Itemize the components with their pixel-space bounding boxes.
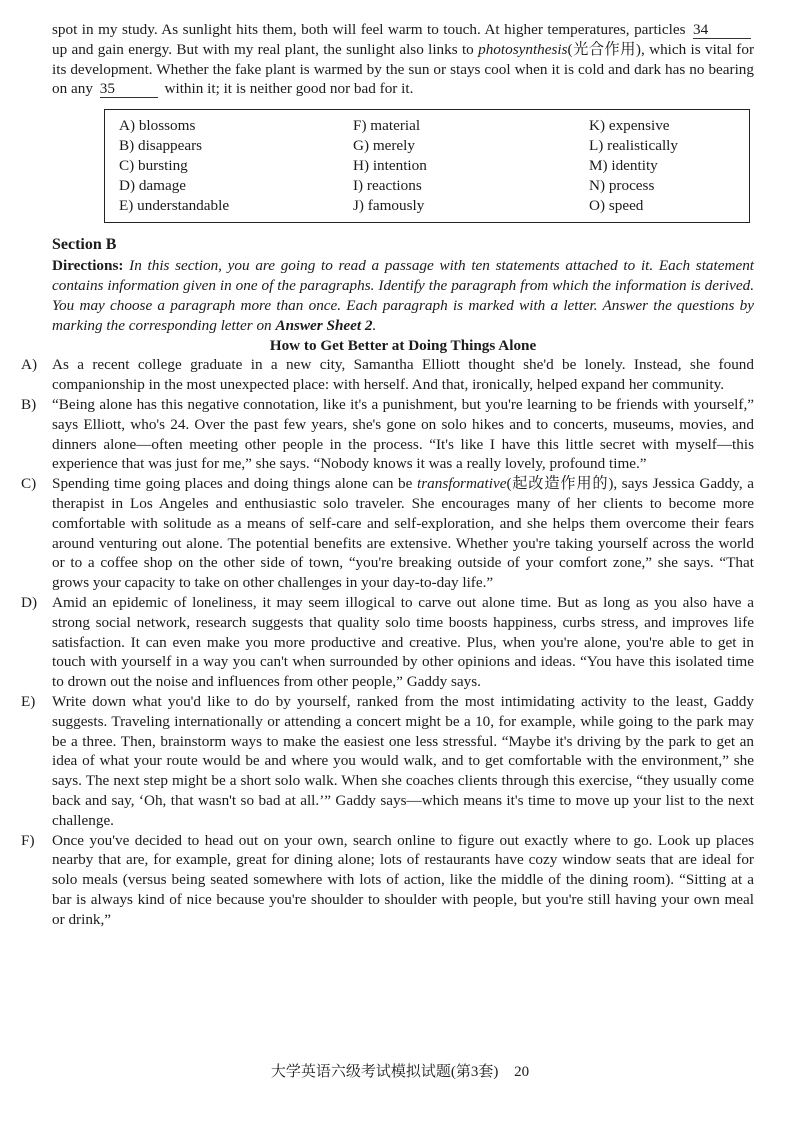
directions bbox=[52, 256, 754, 335]
section-b-heading: Section B bbox=[52, 236, 117, 254]
word-option: E) understandable bbox=[119, 197, 230, 215]
word-option: N) process bbox=[589, 177, 655, 195]
paragraph-text: Once you've decided to head out on your own, search online to figure out exactly where to go. Look up places nearby that are, for example, great for dining alone; lots of restaurants have cozy window seats that are ideal for solo meals (versus being seated somewhere with lots of action, like the middle of the dining room). “Sitting at a bar is always kind of nice because you're shoulder to shoulder with people, but you're still having your own meal or drink,” bbox=[52, 831, 754, 928]
photosynthesis-term: photosynthesis bbox=[478, 40, 568, 58]
word-option: G) merely bbox=[353, 137, 415, 155]
footer-title: 大学英语六级考试模拟试题(第3套) bbox=[270, 1064, 499, 1080]
word-bank-column-3 bbox=[589, 116, 739, 216]
directions-label: Directions: bbox=[52, 257, 124, 275]
answer-sheet-label: Answer Sheet 2 bbox=[275, 316, 373, 334]
word-option: H) intention bbox=[353, 157, 427, 175]
transformative-term: transformative bbox=[417, 475, 507, 493]
blank-34: 34 bbox=[693, 22, 751, 39]
blank-35: 35 bbox=[100, 81, 158, 98]
passage-title: How to Get Better at Doing Things Alone bbox=[269, 337, 537, 355]
photosynthesis-chinese: (光合作用) bbox=[567, 40, 641, 58]
paragraph-text: As a recent college graduate in a new city, Samantha Elliott thought she'd be lonely. Instead, she found companionship in the most unexpected place: with herself. And that, ironically, helped expand her community. bbox=[52, 356, 754, 394]
page-number: 20 bbox=[514, 1064, 530, 1080]
paragraph-text: Amid an epidemic of loneliness, it may seem illogical to carve out alone time. But as long as you also have a strong social network, research suggests that quality solo time boosts happiness, curbs stress, and improves life satisfaction. It can even make you more productive and creative. Plus, when you're alone, you're able to get in touch with yourself in a way you can't when surrounded by other opinions and ideas. “You have this isolated time to drown out the noise and influences from other people,” Gaddy says. bbox=[52, 593, 754, 691]
word-option: C) bursting bbox=[119, 157, 188, 175]
paragraph-label: D) bbox=[21, 593, 38, 611]
word-option: O) speed bbox=[589, 197, 644, 215]
word-option: M) identity bbox=[589, 157, 658, 175]
paragraph-text bbox=[52, 474, 754, 593]
word-option: L) realistically bbox=[589, 137, 678, 155]
word-option: J) famously bbox=[353, 197, 425, 215]
paragraph-label: F) bbox=[21, 831, 35, 849]
paragraph-e bbox=[21, 692, 754, 831]
paragraph-label: A) bbox=[21, 356, 38, 374]
paragraph-b bbox=[21, 395, 754, 474]
paragraph-c-text-before: Spending time going places and doing things alone can be bbox=[52, 475, 413, 493]
paragraph-label: E) bbox=[21, 692, 36, 710]
directions-text: In this section, you are going to read a passage with ten statements attached to it. Each statement contains information given in one of the paragraphs. Identify the paragraph from which the information is derived. You may choose a paragraph more than once. Each paragraph is marked with a letter. Answer the questions by marking the corresponding letter on bbox=[52, 257, 755, 334]
exam-page bbox=[21, 20, 755, 929]
word-bank-box bbox=[104, 109, 750, 223]
word-option: B) disappears bbox=[119, 137, 203, 155]
word-bank-column-1 bbox=[119, 116, 329, 216]
paragraph-c bbox=[21, 474, 754, 593]
intro-text-4: within it; it is neither good nor bad for it. bbox=[164, 80, 414, 98]
directions-period: . bbox=[372, 316, 377, 334]
intro-text-2: up and gain energy. But with my real plant, the sunlight also links to bbox=[52, 40, 474, 58]
paragraph-label: C) bbox=[21, 475, 37, 493]
word-option: D) damage bbox=[119, 177, 187, 195]
paragraph-d bbox=[21, 593, 754, 692]
paragraph-a bbox=[21, 355, 754, 395]
word-option: K) expensive bbox=[589, 117, 670, 135]
paragraph-f bbox=[21, 831, 754, 930]
word-option: I) reactions bbox=[353, 177, 422, 195]
paragraph-label: B) bbox=[21, 395, 37, 413]
page-footer bbox=[0, 1063, 800, 1083]
intro-paragraph bbox=[52, 20, 754, 99]
word-bank-column-2 bbox=[353, 116, 565, 216]
paragraph-c-text-after: , says Jessica Gaddy, a therapist in Los Angeles and enthusiastic solo traveler. She encourages many of her clients to become more comfortable with solitude as a means of self-care and self-exploration, and she helps them overcome their fears around venturing out alone. The potential benefits are extensive. Whether you're taking yourself across the world or to a coffee shop on the other side of town, “you're breaking outside of your comfort zone,” she says. “That grows your capacity to take on other challenges in your day-to-day life.” bbox=[52, 475, 755, 592]
transformative-chinese: (起改造作用的) bbox=[506, 475, 614, 493]
word-option: A) blossoms bbox=[119, 117, 196, 135]
intro-text-1: spot in my study. As sunlight hits them, both will feel warm to touch. At higher temperatures, particles bbox=[52, 21, 686, 38]
paragraph-text: “Being alone has this negative connotation, like it's a punishment, but you're learning to be friends with yourself,” says Elliott, who's 24. Over the past few years, she's gone on solo hikes and to concerts, museums, movies, and dinners alone—often meeting other people in the process. “It's like I have this little secret with myself—this experience that was just for me,” she says. “Nobody knows it was a really lovely, profound time.” bbox=[52, 395, 754, 473]
word-option: F) material bbox=[353, 117, 421, 135]
paragraph-text: Write down what you'd like to do by yourself, ranked from the most intimidating activity to the least, Gaddy suggests. Traveling internationally or attending a concert might be a 10, for example, while going to the park may be a three. Then, brainstorm ways to make the easiest one less stressful. “Maybe it's driving by the park to get an idea of what your route would be and where you would walk, and to get comfortable with the environment,” she says. The next step might be a short solo walk. When she coaches clients through this exercise, “they usually come back and say, ‘Oh, that wasn't so bad at all.’” Gaddy says—which means it's time to move up your list to the next challenge. bbox=[52, 692, 754, 829]
intro-text-3: , which is vital for its development. Whether the fake plant is warmed by the sun or stays cool when it is cold and dark has no bearing on any bbox=[52, 40, 754, 98]
